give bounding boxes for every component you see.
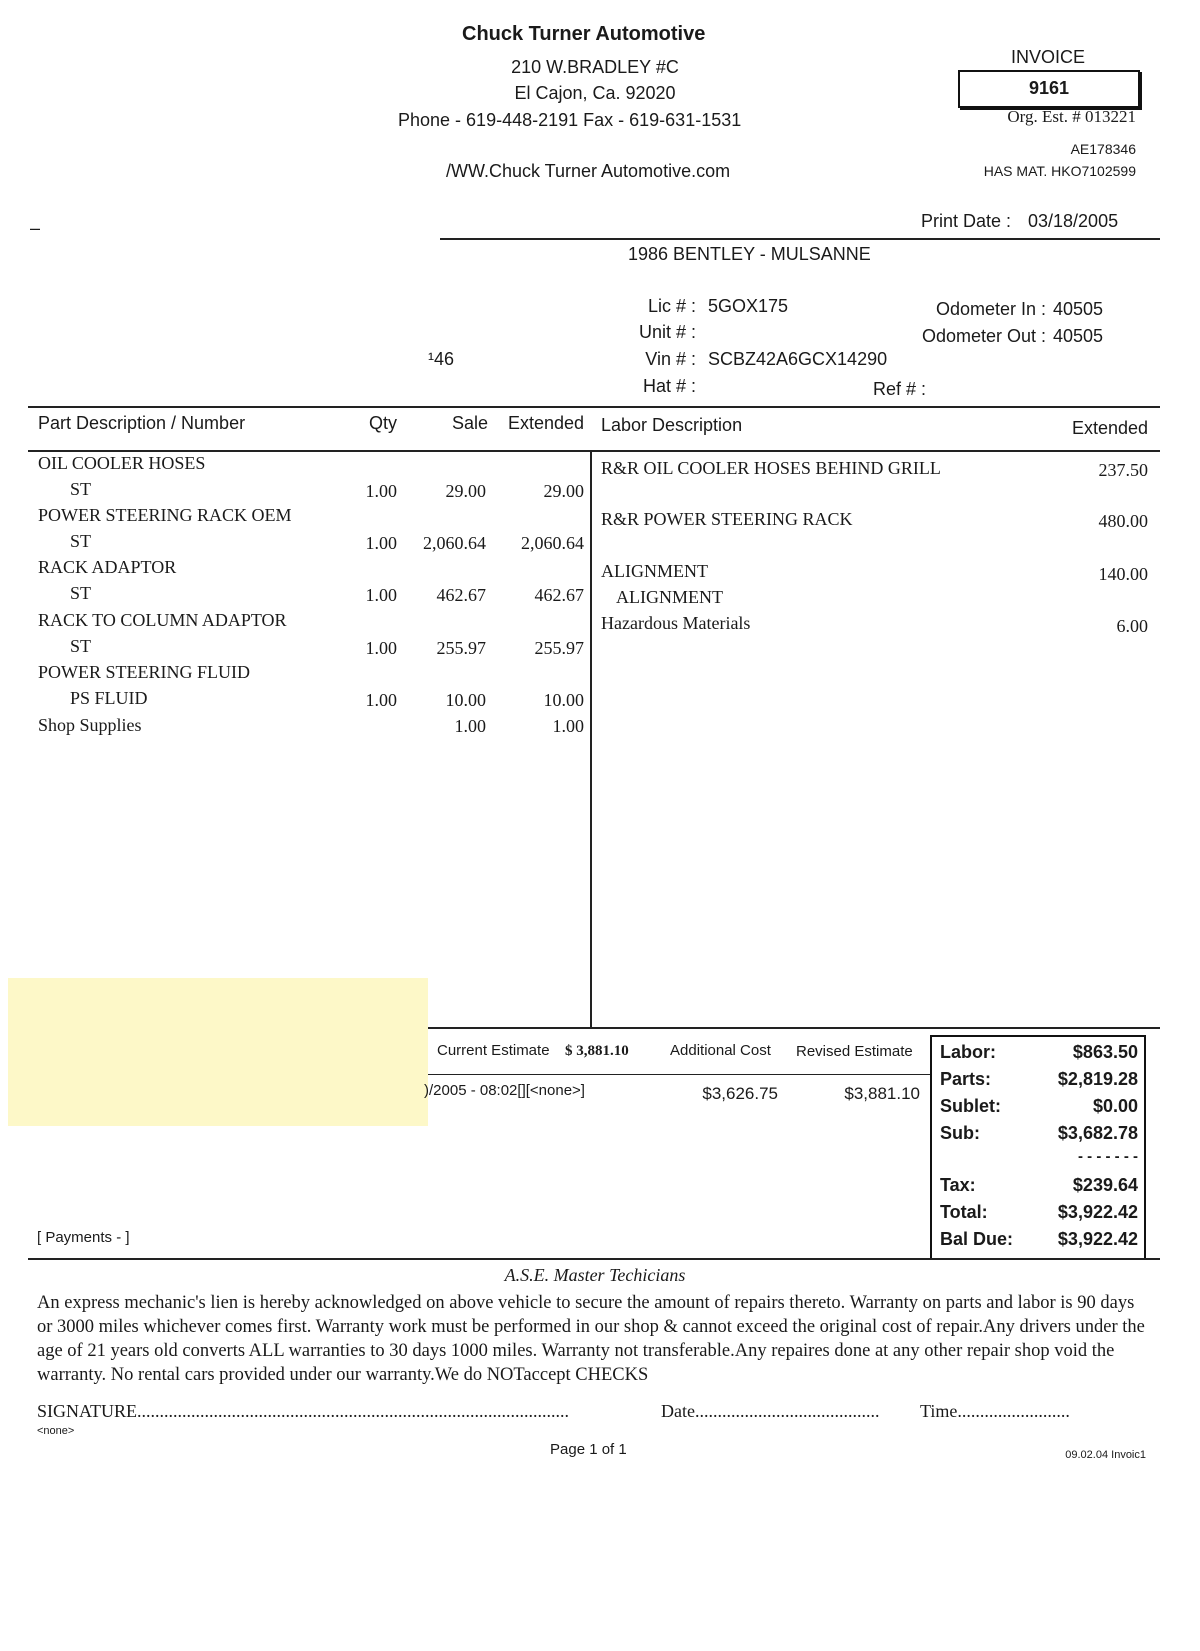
footer-rule bbox=[28, 1258, 1160, 1260]
part-row-5: ST bbox=[70, 583, 92, 603]
estimate-date-line: )/2005 - 08:02[][<none>] bbox=[424, 1082, 585, 1099]
part-row-5-qty: 1.00 bbox=[365, 585, 397, 605]
odometer-out-label: Odometer Out : bbox=[921, 326, 1046, 346]
labor-row-1-ext: 480.00 bbox=[1098, 511, 1148, 531]
table-column-divider bbox=[590, 452, 592, 1027]
sublet-total-value: $0.00 bbox=[1092, 1096, 1138, 1116]
lic-value: 5GOX175 bbox=[708, 296, 789, 316]
table-top-rule bbox=[28, 406, 1160, 408]
website: /WW.Chuck Turner Automotive.com bbox=[446, 161, 731, 181]
sticky-note-redaction bbox=[8, 978, 428, 1126]
ref-label: Ref # : bbox=[873, 379, 927, 399]
table-bottom-rule bbox=[428, 1027, 1160, 1029]
part-row-1: ST bbox=[70, 479, 92, 499]
current-estimate-label: Current Estimate bbox=[437, 1042, 550, 1059]
part-row-7: ST bbox=[70, 636, 92, 656]
subtotal-label: Sub: bbox=[940, 1123, 980, 1143]
left-dash: – bbox=[30, 218, 41, 238]
part-row-7-ext: 255.97 bbox=[534, 638, 584, 658]
vehicle-title: 1986 BENTLEY - MULSANNE bbox=[628, 244, 871, 264]
vin-value: SCBZ42A6GCX14290 bbox=[708, 349, 888, 369]
labor-row-3: ALIGNMENT bbox=[616, 587, 723, 607]
totals-separator: - - - - - - - bbox=[1078, 1148, 1138, 1165]
subtotal-value: $3,682.78 bbox=[1057, 1123, 1138, 1143]
part-row-3-qty: 1.00 bbox=[365, 533, 397, 553]
labor-total-label: Labor: bbox=[940, 1042, 996, 1062]
print-date: 03/18/2005 bbox=[1028, 211, 1119, 231]
additional-cost-value: $3,626.75 bbox=[702, 1084, 778, 1103]
part-row-9-ext: 10.00 bbox=[543, 690, 584, 710]
page-number: Page 1 of 1 bbox=[550, 1441, 627, 1458]
revised-estimate-value: $3,881.10 bbox=[844, 1084, 920, 1103]
totals-box bbox=[930, 1035, 1146, 1260]
part-row-2: POWER STEERING RACK OEM bbox=[38, 505, 292, 525]
part-row-10: Shop Supplies bbox=[38, 715, 142, 735]
labor-row-0-ext: 237.50 bbox=[1098, 460, 1148, 480]
part-row-1-ext: 29.00 bbox=[543, 481, 584, 501]
sublet-total-label: Sublet: bbox=[940, 1096, 1001, 1116]
balance-due-label: Bal Due: bbox=[940, 1229, 1014, 1249]
tax-label: Tax: bbox=[940, 1175, 976, 1195]
partial-text: ¹46 bbox=[428, 349, 455, 369]
odometer-out-value: 40505 bbox=[1053, 326, 1104, 346]
signature-line: SIGNATURE................................................................................................ bbox=[37, 1401, 570, 1421]
part-row-6: RACK TO COLUMN ADAPTOR bbox=[38, 610, 287, 630]
phone-fax: Phone - 619-448-2191 Fax - 619-631-1531 bbox=[398, 110, 742, 130]
table-header-rule bbox=[28, 450, 1160, 452]
labor-row-4-ext: 6.00 bbox=[1116, 616, 1148, 636]
labor-total-value: $863.50 bbox=[1072, 1042, 1138, 1062]
current-estimate-value: $ 3,881.10 bbox=[565, 1043, 629, 1059]
part-row-5-sale: 462.67 bbox=[436, 585, 486, 605]
sale-header: Sale bbox=[451, 413, 488, 433]
labor-row-2-ext: 140.00 bbox=[1098, 564, 1148, 584]
balance-due-value: $3,922.42 bbox=[1057, 1229, 1138, 1249]
part-row-3-ext: 2,060.64 bbox=[521, 533, 584, 553]
signature-none: <none> bbox=[37, 1425, 75, 1437]
extended-header: Extended bbox=[507, 413, 584, 433]
time-line: Time......................... bbox=[920, 1401, 1070, 1421]
ase-certification: A.S.E. Master Techicians bbox=[504, 1265, 686, 1285]
form-code: 09.02.04 Invoic1 bbox=[1065, 1449, 1146, 1461]
parts-total-label: Parts: bbox=[940, 1069, 992, 1089]
company-name: Chuck Turner Automotive bbox=[462, 23, 706, 45]
labor-desc-header: Labor Description bbox=[601, 415, 743, 435]
unit-label: Unit # : bbox=[638, 322, 696, 342]
total-value: $3,922.42 bbox=[1057, 1202, 1138, 1222]
part-row-0: OIL COOLER HOSES bbox=[38, 453, 206, 473]
part-row-10-sale: 1.00 bbox=[454, 716, 486, 736]
date-line: Date......................................... bbox=[661, 1401, 880, 1421]
total-label: Total: bbox=[940, 1202, 988, 1222]
part-row-3: ST bbox=[70, 531, 92, 551]
ae-number: AE178346 bbox=[1070, 141, 1136, 157]
address-line-1: 210 W.BRADLEY #C bbox=[511, 57, 679, 77]
address-line-2: El Cajon, Ca. 92020 bbox=[514, 83, 676, 103]
labor-extended-header: Extended bbox=[1071, 418, 1148, 438]
parts-total-value: $2,819.28 bbox=[1057, 1069, 1138, 1089]
invoice-number: 9161 bbox=[1028, 78, 1070, 98]
warranty-paragraph: An express mechanic's lien is hereby acknowledged on above vehicle to secure the amount of repairs thereto. Warranty on parts and labor is 90 days or 3000 miles whichever comes first. Warranty work must be performed in our shop & cannot exceed the original cost of repair.Any drivers under the age of 21 years old converts ALL warranties to 30 days 1000 miles. Warranty not transferable.Any repaires done at any other repair shop void the warranty. No rental cars provided under our warranty.We do NOTaccept CHECKS bbox=[37, 1293, 1145, 1385]
estimate-rule bbox=[428, 1074, 930, 1075]
tax-value: $239.64 bbox=[1072, 1175, 1138, 1195]
org-est-number: Org. Est. # 013221 bbox=[1007, 107, 1136, 126]
part-row-9-qty: 1.00 bbox=[365, 690, 397, 710]
part-row-4: RACK ADAPTOR bbox=[38, 557, 177, 577]
part-row-7-sale: 255.97 bbox=[436, 638, 486, 658]
hazmat-number: HAS MAT. HKO7102599 bbox=[983, 163, 1136, 179]
odometer-in-value: 40505 bbox=[1053, 299, 1104, 319]
invoice-label: INVOICE bbox=[1010, 47, 1085, 67]
invoice-number-box bbox=[958, 70, 1140, 108]
hat-label: Hat # : bbox=[642, 376, 696, 396]
part-row-7-qty: 1.00 bbox=[365, 638, 397, 658]
part-row-3-sale: 2,060.64 bbox=[423, 533, 486, 553]
labor-row-4: Hazardous Materials bbox=[601, 613, 751, 633]
payments-text: [ Payments - ] bbox=[37, 1229, 130, 1246]
revised-estimate-label: Revised Estimate bbox=[796, 1043, 913, 1060]
part-row-8: POWER STEERING FLUID bbox=[38, 662, 250, 682]
part-row-10-ext: 1.00 bbox=[552, 716, 584, 736]
part-row-5-ext: 462.67 bbox=[534, 585, 584, 605]
part-row-9: PS FLUID bbox=[70, 688, 148, 708]
labor-row-0: R&R OIL COOLER HOSES BEHIND GRILL bbox=[601, 458, 941, 478]
part-row-1-qty: 1.00 bbox=[365, 481, 397, 501]
part-desc-header: Part Description / Number bbox=[38, 413, 246, 433]
vin-label: Vin # : bbox=[645, 349, 696, 369]
qty-header: Qty bbox=[368, 413, 397, 433]
odometer-in-label: Odometer In : bbox=[935, 299, 1046, 319]
lic-label: Lic # : bbox=[647, 296, 696, 316]
labor-row-1: R&R POWER STEERING RACK bbox=[601, 509, 853, 529]
part-row-1-sale: 29.00 bbox=[445, 481, 486, 501]
header-divider bbox=[440, 238, 1160, 240]
print-date-label: Print Date : bbox=[921, 211, 1012, 231]
part-row-9-sale: 10.00 bbox=[445, 690, 486, 710]
labor-row-2: ALIGNMENT bbox=[601, 561, 708, 581]
additional-cost-label: Additional Cost bbox=[670, 1042, 771, 1059]
